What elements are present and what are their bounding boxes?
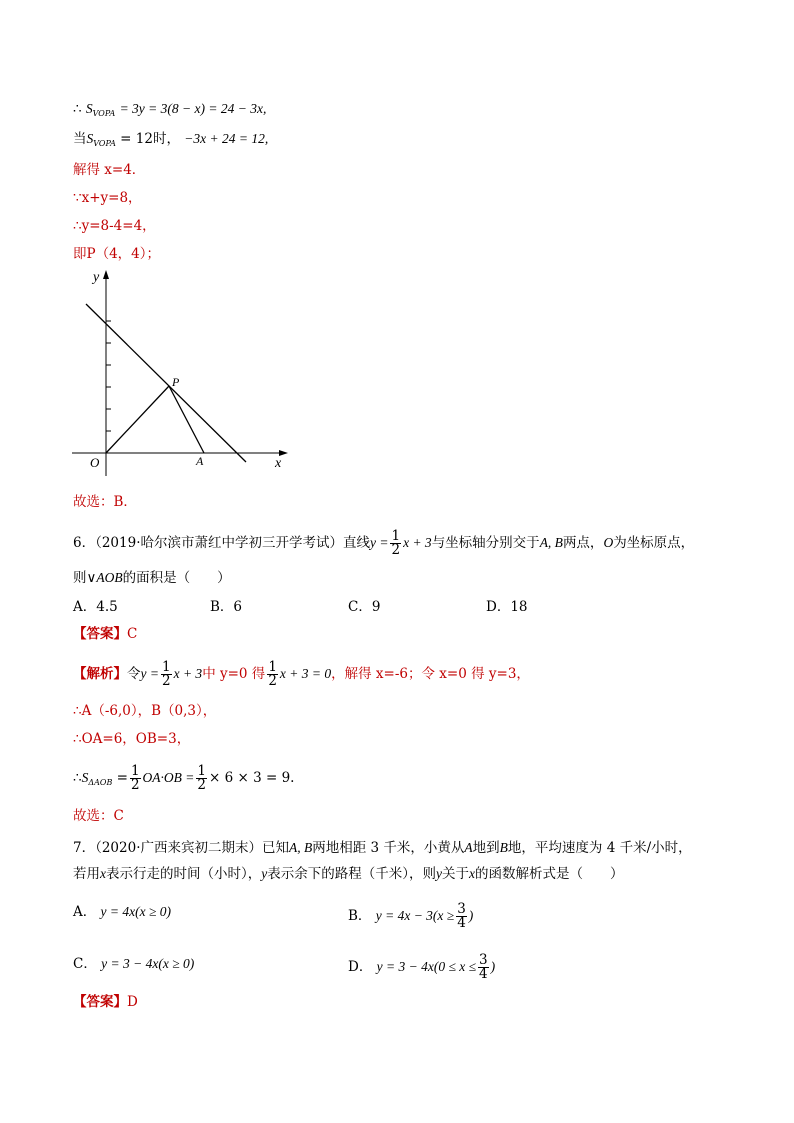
q7-option-b[interactable]: B． y = 4x − 3(x ≥ $\frac{3}{4}$ ) bbox=[348, 901, 474, 931]
label-o: O bbox=[90, 455, 100, 470]
solution-line-6: 即P（4，4）； bbox=[73, 246, 161, 262]
label-y: y bbox=[93, 270, 100, 285]
label-p: P bbox=[172, 375, 180, 389]
solution-line-5: ∴y=8-4=4， bbox=[73, 218, 156, 234]
coordinate-graph bbox=[66, 266, 296, 486]
solution-line-4: ∵x+y=8， bbox=[73, 190, 142, 206]
q6-analysis-2: ∴A（-6,0），B（0,3）， bbox=[73, 703, 217, 719]
y-ticks bbox=[106, 321, 111, 431]
q6-analysis-4: $\therefore S_{\Delta AOB}$ = $\frac{1}{2}$ OA·OB = $\frac{1}{2}$ × 6 × 3 = 9. bbox=[73, 763, 295, 793]
q7-option-c[interactable]: C． y = 3 − 4x(x ≥ 0) bbox=[73, 956, 195, 972]
q6-frac: $\frac{1}{2}$ bbox=[391, 528, 401, 558]
solution-line-3: 解得 x=4． bbox=[73, 162, 146, 178]
q6-analysis-1: 【解析】令y = $\frac{1}{2}$ x + 3中 y=0 得 $\frac{1}{2}$ x + 3 = 0，解得 x=-6；令 x=0 得 y=3， bbox=[73, 659, 530, 689]
q7-stem: 7．（2020·广西来宾初二期末）已知A, B两地相距 3 千米，小黄从A地到B地，平均速度为 4 千米/小时， bbox=[73, 840, 692, 856]
y-axis-arrow bbox=[103, 270, 109, 279]
line-x-plus-y-8 bbox=[86, 304, 246, 462]
solution-conclusion: 故选：B． bbox=[73, 494, 137, 510]
q6-analysis-3: ∴OA=6，OB=3， bbox=[73, 731, 191, 747]
q6-option-a[interactable]: A．4.5 bbox=[73, 599, 118, 615]
label-x: x bbox=[275, 456, 282, 471]
q6-answer: 【答案】C bbox=[73, 626, 138, 642]
q6-option-d[interactable]: D．18 bbox=[486, 599, 528, 615]
solution-line-1: ∴ $S_{VOPA} = 3y = 3(8 - x) = 24 - 3x$, bbox=[73, 101, 267, 118]
q7-stem-2: 若用x表示行走的时间（小时），y表示余下的路程（千米），则y关于x的函数解析式是（ ） bbox=[73, 866, 624, 882]
q7-option-a[interactable]: A． y = 4x(x ≥ 0) bbox=[73, 904, 172, 920]
label-a: A bbox=[196, 454, 204, 468]
q6-stem: 6．（2019·哈尔滨市萧红中学初三开学考试）直线y = $\frac{1}{2}$ x + 3与坐标轴分别交于A, B两点，O为坐标原点， bbox=[73, 528, 695, 558]
q6-conclusion: 故选：C bbox=[73, 808, 124, 824]
q6-option-b[interactable]: B．6 bbox=[210, 599, 243, 615]
q7-answer: 【答案】D bbox=[73, 994, 138, 1010]
q7-option-d[interactable]: D． y = 3 − 4x(0 ≤ x ≤ $\frac{3}{4}$ ) bbox=[348, 952, 496, 982]
q6-stem-2: 则∨AOB的面积是（ ） bbox=[73, 570, 231, 586]
q6-option-c[interactable]: C．9 bbox=[348, 599, 381, 615]
segment-PA bbox=[169, 386, 204, 453]
segment-OP bbox=[106, 386, 169, 453]
solution-line-2: 当$S_{VOPA} = 12$时， −3x + 24 = 12, bbox=[73, 131, 269, 148]
